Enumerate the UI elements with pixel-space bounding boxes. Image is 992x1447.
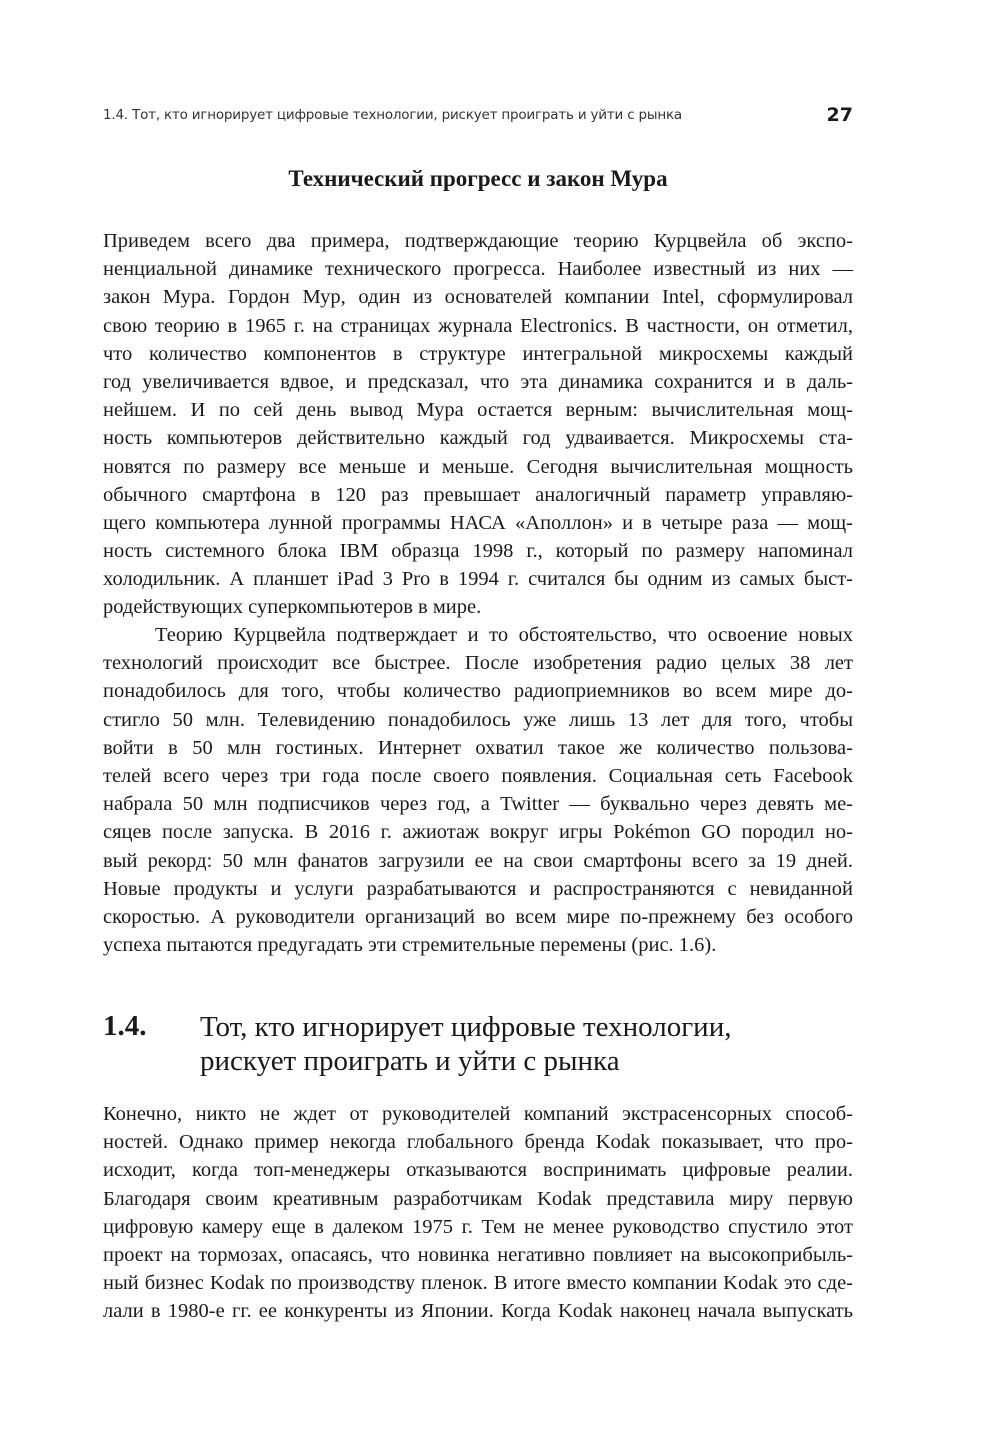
text-line: Конечно, никто не ждет от руководителей компаний экстрасенсорных способ-: [103, 1103, 853, 1125]
running-head-title: 1.4. Тот, кто игнорирует цифровые технологии, рискует проиграть и уйти с рынка: [103, 107, 682, 123]
text-line: скоростью. А руководители организаций во всем мире по-прежнему без особого: [103, 905, 853, 928]
text-line: лали в 1980-е гг. ее конкуренты из Японии. Когда Kodak наконец начала выпускать: [103, 1300, 853, 1323]
section-title-line: рискует проиграть и уйти с рынка: [200, 1045, 620, 1077]
text-line: что количество компонентов в структуре интегральной микросхемы каждый: [103, 342, 853, 365]
text-line: ностей. Однако пример некогда глобального бренда Kodak показывает, что про-: [103, 1131, 853, 1154]
text-line: Теорию Курцвейла подтверждает и то обстоятельство, что освоение новых: [155, 624, 853, 646]
subsection-heading: Технический прогресс и закон Мура: [288, 166, 668, 191]
text-line: ный бизнес Kodak по производству пленок. В итоге вместо компании Kodak это сде-: [103, 1272, 853, 1295]
text-line: Приведем всего два примера, подтверждающие теорию Курцвейла об экспо-: [103, 230, 853, 252]
text-line: щего компьютера лунной программы НАСА «Аполлон» и в четыре раза — мощ-: [103, 511, 853, 534]
paragraph-kodak: [103, 1100, 853, 1326]
section-title: [200, 1010, 731, 1078]
text-line: набрала 50 млн подписчиков через год, а Twitter — буквально через девять ме-: [103, 793, 853, 816]
text-line: вый рекорд: 50 млн фанатов загрузили ее на свои смартфоны всего за 19 дней.: [103, 849, 853, 872]
text-line: новятся по размеру все меньше и меньше. Сегодня вычислительная мощность: [103, 455, 853, 478]
paragraph-adoption-speed: [103, 621, 853, 959]
text-line: год увеличивается вдвое, и предсказал, что эта динамика сохранится и в даль-: [103, 370, 853, 393]
text-line: цифровую камеру еще в далеком 1975 г. Тем не менее руководство спустило этот: [103, 1215, 853, 1238]
text-line: технологий происходит все быстрее. После изобретения радио целых 38 лет: [103, 652, 853, 675]
text-line: войти в 50 млн гостиных. Интернет охватил такое же количество пользова-: [103, 736, 853, 759]
text-line: успеха пытаются предугадать эти стремительные перемены (рис. 1.6).: [103, 934, 717, 957]
page-number: 27: [826, 104, 853, 126]
section-title-line: Тот, кто игнорирует цифровые технологии,: [200, 1011, 732, 1043]
text-line: обычного смартфона в 120 раз превышает аналогичный параметр управляю-: [103, 483, 853, 506]
text-line: сяцев после запуска. В 2016 г. ажиотаж вокруг игры Pokémon GO породил но-: [103, 821, 853, 844]
text-line: исходит, когда топ-менеджеры отказываются воспринимать цифровые реалии.: [103, 1159, 853, 1182]
text-line: Благодаря своим креативным разработчикам Kodak представила миру первую: [103, 1187, 853, 1210]
section-number: 1.4.: [103, 1010, 147, 1042]
paragraph-moore-law: [103, 227, 853, 622]
text-line: Новые продукты и услуги разрабатываются и распространяются с невиданной: [103, 877, 853, 900]
text-line: родействующих суперкомпьютеров в мире.: [103, 596, 482, 619]
text-line: холодильник. А планшет iPad 3 Pro в 1994 г. считался бы одним из самых быст-: [103, 568, 853, 591]
text-line: понадобилось для того, чтобы количество радиоприемников во всем мире до-: [103, 680, 853, 703]
text-line: телей всего через три года после своего появления. Социальная сеть Facebook: [103, 764, 853, 787]
text-line: проект на тормозах, опасаясь, что новинка негативно повлияет на высокоприбыль-: [103, 1243, 853, 1266]
text-line: свою теорию в 1965 г. на страницах журнала Electronics. В частности, он отметил,: [103, 314, 853, 337]
text-line: закон Мура. Гордон Мур, один из основателей компании Intel, сформулировал: [103, 286, 853, 309]
text-line: ненциальной динамике технического прогресса. Наиболее известный из них —: [103, 258, 853, 281]
running-head: [103, 104, 853, 128]
text-line: ность компьютеров действительно каждый год удваивается. Микросхемы ста-: [103, 427, 853, 450]
text-line: стигло 50 млн. Телевидению понадобилось уже лишь 13 лет для того, чтобы: [103, 708, 853, 731]
text-line: ность системного блока IBM образца 1998 г., который по размеру напоминал: [103, 540, 853, 563]
text-line: нейшем. И по сей день вывод Мура остается верным: вычислительная мощ-: [103, 399, 853, 422]
